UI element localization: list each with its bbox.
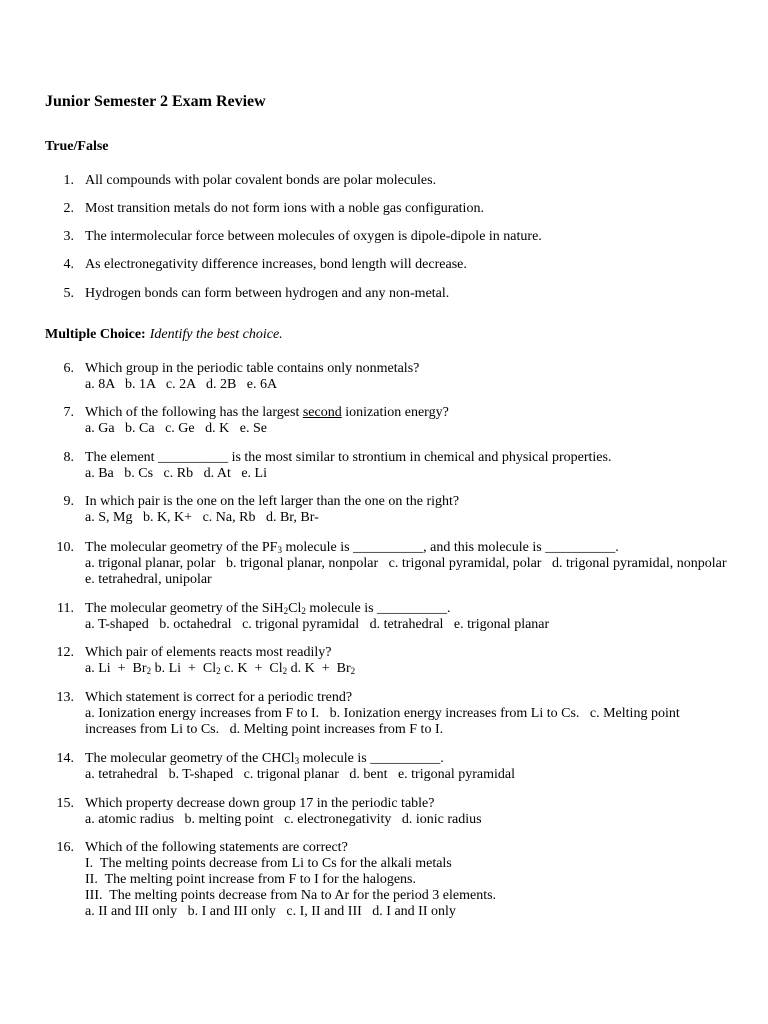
true-false-heading: True/False xyxy=(45,139,109,154)
answer-choices: a. trigonal planar, polar b. trigonal planar, nonpolar c. trigonal pyramidal, polar d. trigonal pyramidal, nonpolar xyxy=(85,556,727,571)
question-number: 1. xyxy=(63,173,74,188)
answer-choices-continued: increases from Li to Cs. d. Melting point increases from F to I. xyxy=(85,722,444,737)
multiple-choice-label: Multiple Choice: xyxy=(45,327,146,342)
statement-ii: II. The melting point increase from F to I for the halogens. xyxy=(85,872,416,887)
question-text: The molecular geometry of the $PF_3$ molecule is __________, and this molecule is __________. xyxy=(85,540,619,555)
question-number: 12. xyxy=(56,645,74,660)
answer-choices: a. Ionization energy increases from F to I. b. Ionization energy increases from Li to Cs. c. Melting point xyxy=(85,706,680,721)
question-text: Which of the following has the largest second ionization energy? xyxy=(85,405,449,420)
question-text: Which of the following statements are correct? xyxy=(85,840,348,855)
page-title: Junior Semester 2 Exam Review xyxy=(45,93,266,110)
answer-choices: a. $Li + Br_2$ b. $Li + Cl_2$ c. $K + Cl_2$ d. $K + Br_2$ xyxy=(85,661,356,676)
question-text: As electronegativity difference increases, bond length will decrease. xyxy=(85,257,467,272)
multiple-choice-instruction: Identify the best choice. xyxy=(149,327,283,342)
question-number: 2. xyxy=(63,201,74,216)
question-text: Which statement is correct for a periodic trend? xyxy=(85,690,353,705)
multiple-choice-heading xyxy=(45,327,283,343)
question-text: Which group in the periodic table contains only nonmetals? xyxy=(85,361,420,376)
question-number: 13. xyxy=(56,690,74,705)
question-number: 3. xyxy=(63,229,74,244)
question-text: The molecular geometry of the CHCl$_3$ molecule is __________. xyxy=(85,751,444,766)
underlined-word: second xyxy=(302,405,342,420)
question-text: The molecular geometry of the $SiH_2Cl_2$ molecule is __________. xyxy=(85,601,451,616)
question-text: All compounds with polar covalent bonds are polar molecules. xyxy=(85,173,437,188)
statement-iii: III. The melting points decrease from Na to Ar for the period 3 elements. xyxy=(85,888,497,903)
question-number: 11. xyxy=(57,601,74,616)
question-number: 10. xyxy=(56,540,74,555)
answer-choices: a. tetrahedral b. T-shaped c. trigonal planar d. bent e. trigonal pyramidal xyxy=(85,767,515,782)
question-number: 5. xyxy=(63,286,74,301)
question-text: Most transition metals do not form ions with a noble gas configuration. xyxy=(85,201,484,216)
answer-choices: a. T-shaped b. octahedral c. trigonal pyramidal d. tetrahedral e. trigonal planar xyxy=(85,617,550,632)
question-number: 8. xyxy=(63,450,74,465)
answer-choices: a. Ga b. Ca c. Ge d. K e. Se xyxy=(85,421,267,436)
question-number: 9. xyxy=(63,494,74,509)
question-text: In which pair is the one on the left larger than the one on the right? xyxy=(85,494,460,509)
question-number: 15. xyxy=(56,796,74,811)
question-text: Which pair of elements reacts most readily? xyxy=(85,645,332,660)
question-number: 7. xyxy=(63,405,74,420)
question-text: Hydrogen bonds can form between hydrogen and any non-metal. xyxy=(85,286,450,301)
question-number: 14. xyxy=(56,751,74,766)
question-number: 4. xyxy=(63,257,74,272)
answer-choices: a. atomic radius b. melting point c. electronegativity d. ionic radius xyxy=(85,812,482,827)
question-number: 6. xyxy=(63,361,74,376)
statement-i: I. The melting points decrease from Li to Cs for the alkali metals xyxy=(85,856,452,871)
answer-choices: a. Ba b. Cs c. Rb d. At e. Li xyxy=(85,466,267,481)
question-text: The element __________ is the most similar to strontium in chemical and physical properties. xyxy=(85,450,612,465)
answer-choices: a. S, Mg b. K, K+ c. Na, Rb d. Br, Br- xyxy=(85,510,319,525)
question-number: 16. xyxy=(56,840,74,855)
question-text: The intermolecular force between molecules of oxygen is dipole-dipole in nature. xyxy=(85,229,542,244)
answer-choices: a. 8A b. 1A c. 2A d. 2B e. 6A xyxy=(85,377,278,392)
answer-choices: a. II and III only b. I and III only c. I, II and III d. I and II only xyxy=(85,904,456,919)
question-text: Which property decrease down group 17 in the periodic table? xyxy=(85,796,435,811)
answer-choices-continued: e. tetrahedral, unipolar xyxy=(85,572,212,587)
